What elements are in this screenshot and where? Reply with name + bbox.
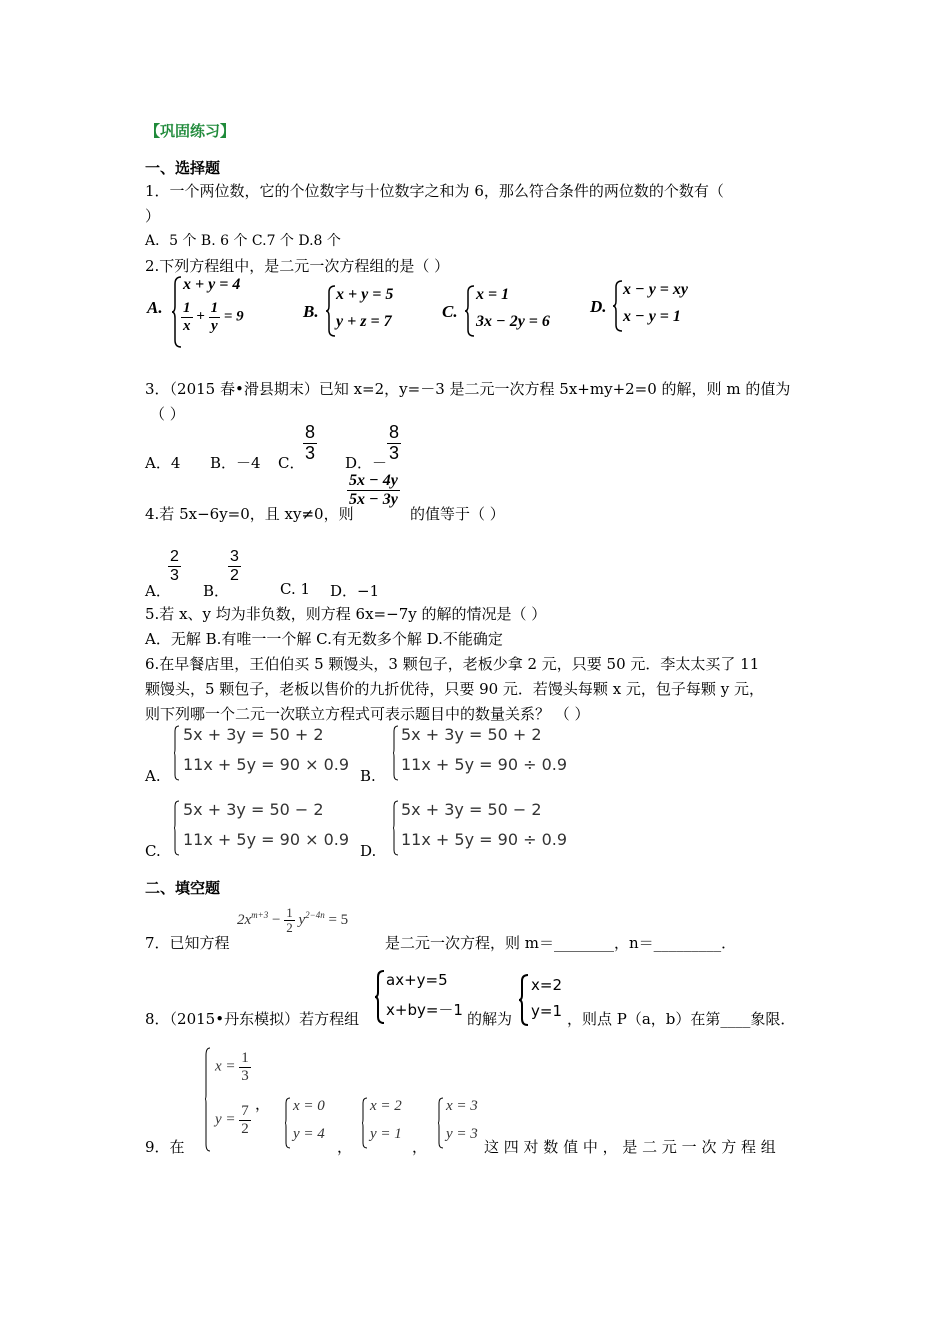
q6-d-brace-icon <box>393 800 399 856</box>
q5-stem: 5.若 x、y 均为非负数，则方程 6x=−7y 的解的情况是（ ） <box>145 605 547 623</box>
q2-b-eq2: y + z = 7 <box>336 313 392 330</box>
q9-pair2-eq1: x = 0 <box>293 1098 325 1114</box>
q9-comma-2: ， <box>337 1138 353 1156</box>
q5-options: A．无解 B.有唯一一个解 C.有无数多个解 D.不能确定 <box>145 630 503 648</box>
q3-line1: 3．（2015 春•滑县期末）已知 x=2，y=－3 是二元一次方程 5x+my+2=0 的解，则 m 的值为 <box>145 380 791 398</box>
q6-option-a-label: A. <box>145 767 161 785</box>
q8-system-eq1: ax+y=5 <box>386 971 448 989</box>
q2-option-b-label: B. <box>303 302 319 321</box>
q8-stem-post: ，则点 P（a，b）在第____象限． <box>567 1010 796 1028</box>
q4-stem-post: 的值等于（ ） <box>410 505 505 523</box>
q9-pair1-x: x = $\frac{1}{3}$ <box>215 1050 249 1084</box>
q4-option-a: A． <box>145 582 171 600</box>
q9-comma-1: ， <box>255 1095 271 1113</box>
q2-c-eq1: x = 1 <box>476 286 510 303</box>
q6-a-brace-icon <box>174 725 180 781</box>
q9-pair1-brace-icon <box>205 1047 211 1152</box>
q8-stem-mid: 的解为 <box>467 1010 513 1028</box>
q1-options: A．5 个 B. 6 个 C.7 个 D.8 个 <box>145 233 341 249</box>
q3-option-c: C． <box>278 454 305 472</box>
q9-pair4-eq1: x = 3 <box>446 1098 478 1114</box>
q8-system-eq2: x+by=－1 <box>386 1001 463 1019</box>
q3-option-c-fraction: $\frac{8}{3}$ <box>305 422 316 463</box>
q4-option-b-fraction: $\frac{3}{2}$ <box>230 548 239 584</box>
q2-d-brace-icon <box>613 280 623 332</box>
q9-stem-pre: 9．在 <box>145 1138 185 1156</box>
q2-d-eq2: x − y = 1 <box>623 308 681 325</box>
q3-option-b: B．－4 <box>210 454 261 472</box>
q9-pair3-eq1: x = 2 <box>370 1098 402 1114</box>
q9-pair3-brace-icon <box>362 1097 368 1149</box>
q2-a-eq2: $\frac{1}{x}$ + $\frac{1}{y}$ = 9 <box>183 300 244 334</box>
q3-option-a: A．4 <box>145 454 181 472</box>
q2-option-a-label: A. <box>147 298 163 317</box>
q4-option-d: D．−1 <box>330 582 380 600</box>
q2-stem: 2.下列方程组中，是二元一次方程组的是（ ） <box>145 257 450 275</box>
q2-option-c-label: C. <box>442 302 458 321</box>
q6-option-d-label: D. <box>360 842 377 860</box>
q6-d-eq1: 5x + 3y = 50 − 2 <box>401 800 542 819</box>
q6-line1: 6.在早餐店里，王伯伯买 5 颗馒头，3 颗包子，老板少拿 2 元，只要 50 元．李太太买了 11 <box>145 655 760 673</box>
q2-d-eq1: x − y = xy <box>623 281 689 298</box>
q6-a-eq2: 11x + 5y = 90 × 0.9 <box>183 755 350 774</box>
q3-option-d-fraction: $\frac{8}{3}$ <box>389 422 400 463</box>
q9-pair4-eq2: y = 3 <box>446 1126 478 1142</box>
q2-c-brace-icon <box>465 285 475 337</box>
q2-c-eq2: 3x − 2y = 6 <box>476 313 550 330</box>
q8-stem-pre: 8．（2015•丹东模拟）若方程组 <box>145 1010 360 1028</box>
q8-system-brace-icon <box>375 970 385 1024</box>
q6-a-eq1: 5x + 3y = 50 + 2 <box>183 725 324 744</box>
q2-option-d-label: D. <box>590 297 607 316</box>
q3-line2: （ ） <box>150 405 185 423</box>
q4-option-c: C. 1 <box>280 580 311 598</box>
q4-stem-pre: 4.若 5x−6y=0，且 xy≠0，则 <box>145 505 354 523</box>
q4-option-a-fraction: $\frac{2}{3}$ <box>170 548 179 584</box>
q7-equation: $2x^{m+3}$ − $\frac{1}{2}$ $y^{2-4n} = 5$ <box>237 905 349 936</box>
q7-stem-pre: 7．已知方程 <box>145 934 230 952</box>
part2-title: 二、填空题 <box>145 879 221 897</box>
q9-comma-3: ， <box>412 1138 428 1156</box>
q6-line2: 颗馒头，5 颗包子，老板以售价的九折优待，只要 90 元．若馒头每颗 x 元，包子每颗 y 元， <box>145 680 764 698</box>
part1-title: 一、选择题 <box>145 159 221 177</box>
q8-solution-brace-icon <box>519 974 529 1026</box>
q4-option-b: B． <box>203 582 230 600</box>
q6-option-c-label: C. <box>145 842 161 860</box>
q6-b-eq1: 5x + 3y = 50 + 2 <box>401 725 542 744</box>
q7-stem-post: 是二元一次方程，则 m＝________，n＝_________． <box>385 934 737 952</box>
q9-stem-post: 这 四 对 数 值 中 ， 是 二 元 一 次 方 程 组 <box>484 1138 776 1156</box>
q9-pair2-eq2: y = 4 <box>293 1126 325 1142</box>
q9-pair2-brace-icon <box>285 1097 291 1149</box>
q9-pair4-brace-icon <box>438 1097 444 1149</box>
q2-b-brace-icon <box>326 285 336 337</box>
q1-line1: 1．一个两位数，它的个位数字与十位数字之和为 6，那么符合条件的两位数的个数有（ <box>145 182 724 200</box>
q6-c-eq1: 5x + 3y = 50 − 2 <box>183 800 324 819</box>
q6-option-b-label: B. <box>360 767 376 785</box>
q6-d-eq2: 11x + 5y = 90 ÷ 0.9 <box>401 830 568 849</box>
q8-solution-eq1: x=2 <box>531 976 562 994</box>
q3-option-d: D．－ <box>345 454 388 472</box>
q6-c-eq2: 11x + 5y = 90 × 0.9 <box>183 830 350 849</box>
q9-pair1-y: y = $\frac{7}{2}$ <box>215 1103 249 1137</box>
q6-b-brace-icon <box>393 725 399 781</box>
q8-solution-eq2: y=1 <box>531 1002 562 1020</box>
q4-expression-fraction: $\frac{5x - 4y}{5x - 3y}$ <box>349 472 398 508</box>
q9-pair3-eq2: y = 1 <box>370 1126 402 1142</box>
q6-b-eq2: 11x + 5y = 90 ÷ 0.9 <box>401 755 568 774</box>
q2-a-eq1: x + y = 4 <box>183 276 241 293</box>
q6-c-brace-icon <box>174 800 180 856</box>
q1-line2: ） <box>145 207 161 225</box>
q6-line3: 则下列哪一个二元一次联立方程式可表示题目中的数量关系？ （ ） <box>145 705 590 723</box>
q2-b-eq1: x + y = 5 <box>336 286 394 303</box>
section-header: 【巩固练习】 <box>145 122 236 140</box>
